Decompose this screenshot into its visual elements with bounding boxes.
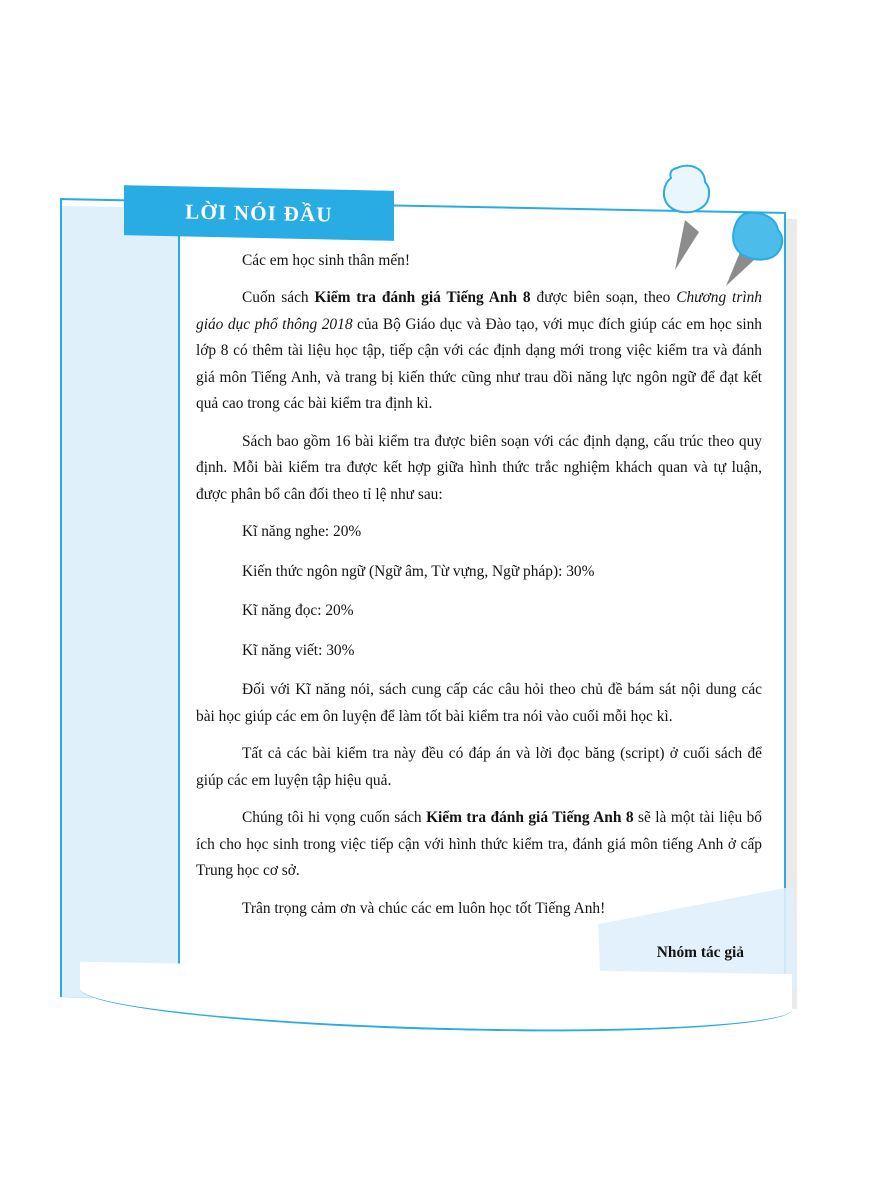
skill-item-writing: Kĩ năng viết: 30% [242,641,355,659]
paragraph-6: Trân trọng cảm ơn và chúc các em luôn học tốt Tiếng Anh! [242,899,606,917]
greeting-paragraph: Các em học sinh thân mến! [242,252,410,269]
paragraph-4: Tất cả các bài kiểm tra này đều có đáp án và lời đọc băng (script) ở cuối sách để giúp các em luyện tập hiệu quả. [196,745,762,789]
p5-part1: Chúng tôi hi vọng cuốn sách [242,809,427,827]
p5-part2: sẽ là một tài liệu bổ ích cho học sinh trong việc tiếp cận với hình thức kiểm tra, đánh giá môn tiếng Anh ở cấp Trung học cơ sở. [196,809,763,880]
p5-book-title: Kiểm tra đánh giá Tiếng Anh 8 [426,809,634,827]
paragraph-5 [196,805,762,884]
p1-part2: được biên soạn, theo [530,289,677,307]
p1-part3: của Bộ Giáo dục và Đào tạo, với mục đích giúp các em học sinh lớp 8 có thêm tài liệu học tập, tiếp cận với các định dạng mới trong việc kiểm tra và đánh giá môn Tiếng Anh, và trang bị kiến thức cũng như trau dồi năng lực ngôn ngữ để đạt kết quả cao trong các bài kiểm tra định kì. [196,315,762,413]
p1-book-title: Kiểm tra đánh giá Tiếng Anh 8 [314,289,531,307]
signature: Nhóm tác giả [656,944,744,962]
preface-text [196,248,762,978]
paragraph-2: Sách bao gồm 16 bài kiểm tra được biên soạn với các định dạng, cấu trúc theo quy định. Mỗi bài kiểm tra được kết hợp giữa hình thức trắc nghiệm khách quan và tự luận, được phân bổ cân đối theo tỉ lệ như sau: [196,432,762,503]
page-title: LỜI NÓI ĐẦU [185,198,333,227]
skill-item-language-knowledge: Kiến thức ngôn ngữ (Ngữ âm, Từ vựng, Ngữ pháp): 30% [242,562,595,580]
skill-item-reading: Kĩ năng đọc: 20% [242,602,354,620]
paragraph-1 [196,285,762,417]
note-left-margin-band [62,206,180,999]
p1-program-title: Chương trình giáo dục phổ thông 2018 [196,289,762,333]
paragraph-3: Đối với Kĩ năng nói, sách cung cấp các câu hỏi theo chủ đề bám sát nội dung các bài học giúp các em ôn luyện để làm tốt bài kiểm tra nói vào cuối mỗi học kì. [196,681,762,725]
note-left-margin-rule [178,207,180,998]
skill-item-listening: Kĩ năng nghe: 20% [242,523,362,541]
p1-part1: Cuốn sách [242,289,315,307]
